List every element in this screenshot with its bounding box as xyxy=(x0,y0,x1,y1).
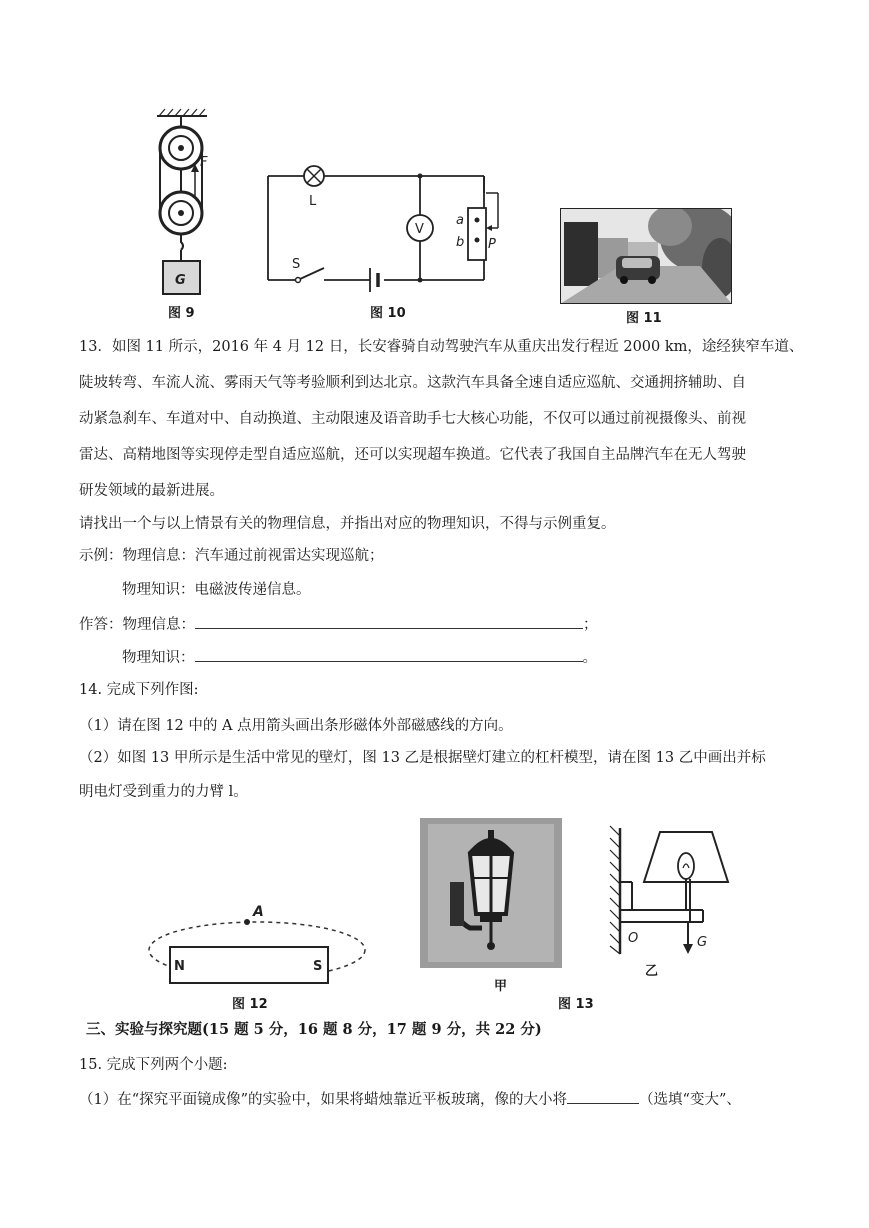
terminal-a-label: a xyxy=(456,213,464,228)
answer-knowledge-label: 物理知识： xyxy=(122,650,195,666)
figure-13b-lever-model xyxy=(598,822,748,982)
switch-label: S xyxy=(292,257,301,272)
slider-p-label: P xyxy=(488,237,496,252)
q13-example-info: 示例：物理信息：汽车通过前视雷达实现巡航； xyxy=(79,548,384,564)
q13-line-5: 研发领域的最新进展。 xyxy=(79,483,224,499)
q13-line-3: 动紧急刹车、车道对中、自动换道、主动限速及语音助手七大核心功能，不仅可以通过前视摄像头、前视 xyxy=(79,411,746,427)
figure-10-caption: 图 10 xyxy=(370,306,406,321)
q15-part1-row xyxy=(79,1089,741,1110)
q15-part1-blank[interactable] xyxy=(567,1089,639,1104)
figure-9-caption: 图 9 xyxy=(168,306,195,321)
voltmeter-label: V xyxy=(415,222,424,237)
figure-12-bar-magnet xyxy=(140,898,380,990)
figure-13b-label: 乙 xyxy=(645,964,659,979)
weight-label: G xyxy=(175,273,186,288)
q13-answer-info-row xyxy=(79,614,598,635)
q14-part2-line2: 明电灯受到重力的力臂 l。 xyxy=(79,784,248,800)
q15-title: 15. 完成下列两个小题: xyxy=(79,1057,228,1073)
lamp-label: L xyxy=(309,194,317,209)
q13-instruction: 请找出一个与以上情景有关的物理信息，并指出对应的物理知识，不得与示例重复。 xyxy=(79,516,616,532)
figure-9-pulley xyxy=(145,108,225,320)
terminal-b-label: b xyxy=(456,235,465,250)
figure-11-car-photo xyxy=(560,208,732,304)
pivot-o-label: O xyxy=(628,931,639,946)
q15-part1-start: （1）在“探究平面镜成像”的实验中，如果将蜡烛靠近平板玻璃，像的大小将 xyxy=(79,1092,568,1108)
answer-info-blank[interactable] xyxy=(195,614,583,629)
gravity-g-label: G xyxy=(697,935,708,950)
q13-line-4: 雷达、高精地图等实现停走型自适应巡航，还可以实现超车换道。它代表了我国自主品牌汽车在无人驾驶 xyxy=(79,447,746,463)
answer-knowledge-end: 。 xyxy=(582,650,597,666)
q13-answer-knowledge-row xyxy=(122,647,597,668)
answer-knowledge-blank[interactable] xyxy=(195,647,583,662)
point-a-label: A xyxy=(253,904,264,920)
south-pole-label: S xyxy=(313,959,323,974)
figure-13a-label: 甲 xyxy=(494,979,508,994)
q13-example-knowledge: 物理知识：电磁波传递信息。 xyxy=(122,582,311,598)
figure-11-caption: 图 11 xyxy=(626,311,662,326)
answer-info-label: 作答：物理信息： xyxy=(79,617,195,633)
q14-title: 14. 完成下列作图: xyxy=(79,682,199,698)
q13-line-1: 13．如图 11 所示，2016 年 4 月 12 日，长安睿骑自动驾驶汽车从重庆出发行程近 2000 km，途经狭窄车道、 xyxy=(79,339,804,355)
q13-line-2: 陡坡转弯、车流人流、雾雨天气等考验顺利到达北京。这款汽车具备全速自适应巡航、交通拥挤辅助、自 xyxy=(79,375,746,391)
answer-info-end: ； xyxy=(583,617,598,633)
section-3-title: 三、实验与探究题(15 题 5 分，16 题 8 分，17 题 9 分，共 22 分) xyxy=(86,1021,542,1038)
q14-part1: （1）请在图 12 中的 A 点用箭头画出条形磁体外部磁感线的方向。 xyxy=(79,718,513,734)
figure-12-caption: 图 12 xyxy=(232,997,268,1012)
q15-part1-end: （选填“变大”、 xyxy=(639,1092,741,1108)
force-label: F xyxy=(200,155,208,170)
q14-part2-line1: （2）如图 13 甲所示是生活中常见的壁灯，图 13 乙是根据壁灯建立的杠杆模型，请在图 13 乙中画出并标 xyxy=(79,750,766,766)
figure-13-caption: 图 13 xyxy=(558,997,594,1012)
north-pole-label: N xyxy=(174,959,185,974)
figure-13a-wall-lamp-photo xyxy=(420,818,562,968)
figure-10-circuit xyxy=(262,158,512,298)
